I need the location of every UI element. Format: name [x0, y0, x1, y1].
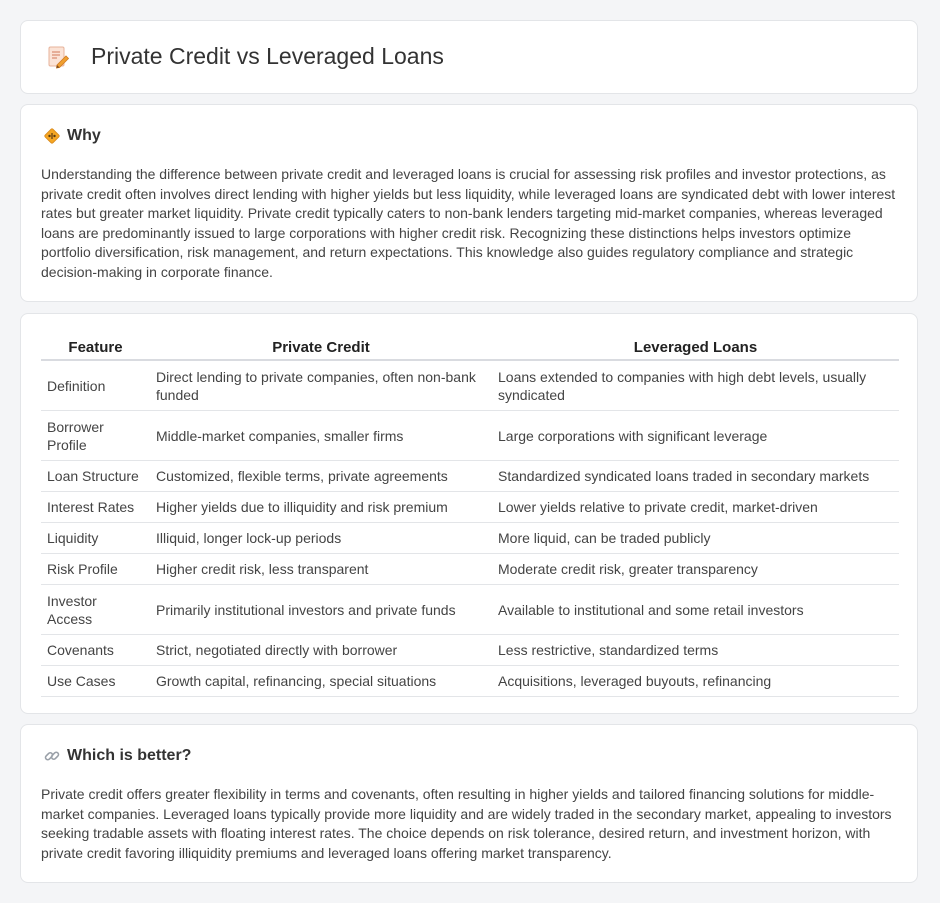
diamond-sign-icon — [43, 127, 61, 145]
leveraged-loans-cell: Less restrictive, standardized terms — [492, 635, 899, 666]
header-feature: Feature — [41, 334, 150, 360]
leveraged-loans-cell: Lower yields relative to private credit, market-driven — [492, 492, 899, 523]
leveraged-loans-cell: More liquid, can be traded publicly — [492, 523, 899, 554]
leveraged-loans-cell: Loans extended to companies with high debt levels, usually syndicated — [492, 360, 899, 411]
leveraged-loans-cell: Moderate credit risk, greater transparency — [492, 554, 899, 585]
feature-cell: Loan Structure — [41, 461, 150, 492]
why-text: Understanding the difference between private credit and leveraged loans is crucial for assessing risk profiles and investor protections, as private credit often involves direct lending with higher yields but less liquidity, while leveraged loans are syndicated debt with lower interest rates but greater market liquidity. Private credit typically caters to non-bank lenders targeting mid-market companies, whereas leveraged loans are predominantly issued to large corporations with higher credit risk. Recognizing these distinctions helps investors optimize portfolio diversification, risk management, and return expectations. This knowledge also guides regulatory compliance and strategic decision-making in corporate finance. — [41, 166, 896, 280]
private-credit-cell: Customized, flexible terms, private agreements — [150, 461, 492, 492]
table-row — [41, 523, 899, 554]
leveraged-loans-cell: Available to institutional and some retail investors — [492, 585, 899, 635]
table-row — [41, 585, 899, 635]
header-leveraged-loans: Leveraged Loans — [492, 334, 899, 360]
page-title: Private Credit vs Leveraged Loans — [91, 43, 444, 69]
private-credit-cell: Direct lending to private companies, often non-bank funded — [150, 360, 492, 411]
table-row — [41, 411, 899, 461]
feature-cell: Risk Profile — [41, 554, 150, 585]
private-credit-cell: Higher yields due to illiquidity and risk premium — [150, 492, 492, 523]
feature-cell: Interest Rates — [41, 492, 150, 523]
header-row — [45, 43, 444, 70]
private-credit-cell: Middle-market companies, smaller firms — [150, 411, 492, 461]
table-header-row — [41, 334, 899, 360]
feature-cell: Covenants — [41, 635, 150, 666]
private-credit-cell: Strict, negotiated directly with borrower — [150, 635, 492, 666]
feature-cell: Definition — [41, 360, 150, 411]
table-row — [41, 635, 899, 666]
why-heading — [43, 127, 101, 145]
document-pencil-icon — [45, 44, 71, 70]
better-text: Private credit offers greater flexibility in terms and covenants, often resulting in higher yields and tailored financing solutions for middle-market companies. Leveraged loans typically provide more liquidity and are widely traded in the secondary market, appealing to investors seeking tradable assets with floating interest rates. The choice depends on risk tolerance, desired return, and investment horizon, with private credit favoring illiquidity premiums and leveraged loans offering market transparency. — [41, 786, 892, 861]
leveraged-loans-cell: Standardized syndicated loans traded in secondary markets — [492, 461, 899, 492]
table-row — [41, 461, 899, 492]
better-title: Which is better? — [67, 747, 192, 764]
leveraged-loans-cell: Large corporations with significant leverage — [492, 411, 899, 461]
header-card — [20, 20, 918, 94]
private-credit-cell: Primarily institutional investors and private funds — [150, 585, 492, 635]
why-title: Why — [67, 127, 101, 144]
feature-cell: Liquidity — [41, 523, 150, 554]
feature-cell: Use Cases — [41, 666, 150, 697]
comparison-section — [20, 313, 918, 714]
header-private-credit: Private Credit — [150, 334, 492, 360]
table-row — [41, 554, 899, 585]
table-row — [41, 666, 899, 697]
private-credit-cell: Higher credit risk, less transparent — [150, 554, 492, 585]
better-heading — [43, 747, 191, 765]
table-row — [41, 492, 899, 523]
comparison-table — [41, 334, 899, 697]
private-credit-cell: Growth capital, refinancing, special situations — [150, 666, 492, 697]
why-section — [20, 104, 918, 302]
which-is-better-section — [20, 724, 918, 883]
feature-cell: Borrower Profile — [41, 411, 150, 461]
link-icon — [43, 747, 61, 765]
feature-cell: Investor Access — [41, 585, 150, 635]
private-credit-cell: Illiquid, longer lock-up periods — [150, 523, 492, 554]
table-row — [41, 360, 899, 411]
leveraged-loans-cell: Acquisitions, leveraged buyouts, refinancing — [492, 666, 899, 697]
